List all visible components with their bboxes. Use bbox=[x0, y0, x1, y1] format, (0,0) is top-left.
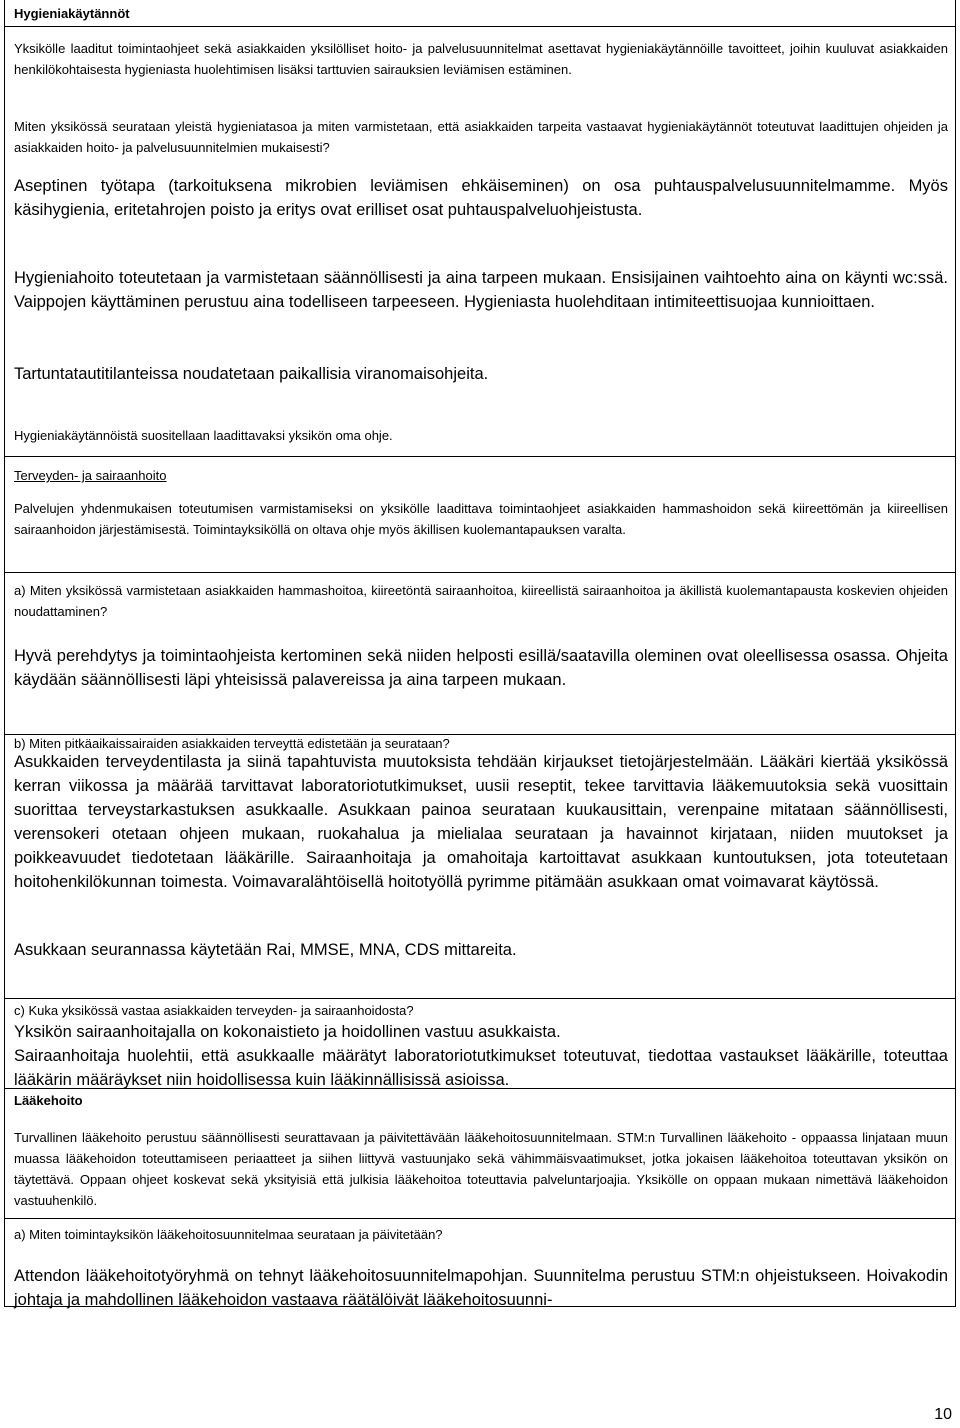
page-number: 10 bbox=[934, 1406, 952, 1423]
hygiene-answer-3: Tartuntatautitilanteissa noudatetaan paikallisia viranomaisohjeita. bbox=[14, 365, 489, 383]
medication-intro: Turvallinen lääkehoito perustuu säännöllisesti seurattavaan ja päivitettävään lääkehoitosuunnitelmaan. STM:n Turvallinen lääkehoito - oppaassa linjataan muun muassa lääkehoidon toteuttamiseen periaatteet ja siihen liittyvä vastuunjako sekä vähimmäisvaatimukset, jotka jokaisen lääkehoitoa toteuttavan yksikön on täytettävä. Oppaan ohjeet koskevat sekä yksityisiä että julkisia lääkehoitoa toteuttavia palveluntarjoajia. Yksikölle on oppaan mukaan nimettävä lääkehoidon vastuuhenkilö. bbox=[14, 1130, 948, 1208]
medication-question-a: a) Miten toimintayksikön lääkehoitosuunnitelmaa seurataan ja päivitetään? bbox=[14, 1227, 443, 1242]
hygiene-answer-1: Aseptinen työtapa (tarkoituksena mikrobien leviämisen ehkäiseminen) on osa puhtauspalvelusuunnitelmamme. Myös käsihygienia, eritetahrojen poisto ja eritys ovat erilliset osat puhtauspalveluohjeistusta. bbox=[14, 177, 948, 219]
hygiene-question: Miten yksikössä seurataan yleistä hygieniatasoa ja miten varmistetaan, että asiakkaiden tarpeita vastaavat hygieniakäytännöt toteutuvat laadittujen ohjeiden ja asiakkaiden hoito- ja palvelusuunnitelmien mukaisesti? bbox=[14, 119, 948, 155]
divider bbox=[4, 572, 956, 573]
divider bbox=[4, 456, 956, 457]
hygiene-intro: Yksikölle laaditut toimintaohjeet sekä asiakkaiden yksilölliset hoito- ja palvelusuunnitelmat asettavat hygieniakäytännöille tavoitteet, joihin kuuluvat asiakkaiden henkilökohtaisesta hygieniasta huolehtimisen lisäksi tarttuvien sairauksien leviämisen estäminen. bbox=[14, 41, 948, 77]
health-answer-a: Hyvä perehdytys ja toimintaohjeista kertominen sekä niiden helposti esillä/saatavilla oleminen ovat oleellisessa osassa. Ohjeita käydään säännöllisesti läpi yhteisissä palavereissa ja aina tarpeen mukaan. bbox=[14, 647, 948, 689]
medication-answer-a: Attendon lääkehoitotyöryhmä on tehnyt lääkehoitosuunnitelmapohjan. Suunnitelma perustuu STM:n ohjeistukseen. Hoivakodin johtaja ja mahdollinen lääkehoidon vastaava räätälöivät lääkehoitosuunni- bbox=[14, 1267, 948, 1309]
hygiene-heading: Hygieniakäytännöt bbox=[14, 6, 130, 21]
health-heading: Terveyden- ja sairaanhoito bbox=[14, 468, 167, 483]
hygiene-note: Hygieniakäytännöistä suositellaan laadittavaksi yksikön oma ohje. bbox=[14, 428, 393, 443]
health-answer-c1: Yksikön sairaanhoitajalla on kokonaistieto ja hoidollinen vastuu asukkaista. bbox=[14, 1023, 561, 1041]
divider bbox=[4, 1218, 956, 1219]
health-answer-b2: Asukkaan seurannassa käytetään Rai, MMSE, MNA, CDS mittareita. bbox=[14, 941, 517, 959]
health-question-a: a) Miten yksikössä varmistetaan asiakkaiden hammashoitoa, kiireetöntä sairaanhoitoa, kiireellistä sairaanhoitoa ja äkillistä kuolemantapausta koskevien ohjeiden noudattaminen? bbox=[14, 583, 948, 619]
health-question-b: b) Miten pitkäaikaissairaiden asiakkaiden terveyttä edistetään ja seurataan? bbox=[14, 736, 450, 751]
health-question-c: c) Kuka yksikössä vastaa asiakkaiden terveyden- ja sairaanhoidosta? bbox=[14, 1003, 414, 1018]
health-answer-b: Asukkaiden terveydentilasta ja siinä tapahtuvista muutoksista tehdään kirjaukset tietojärjestelmään. Lääkäri kiertää yksikössä kerran viikossa ja määrää tarvittavat laboratoriotutkimukset, uusii reseptit, tekee tarvittavia lääkemuutoksia sekä vuosittain suorittaa terveystarkastuksen asukkaalle. Asukkaan painoa seurataan kuukausittain, verenpaine mitataan säännöllisesti, verensokeri otetaan ohjeen mukaan, ruokahalua ja mielialaa seurataan ja havainnot kirjataan, niiden muutokset ja poikkeavuudet tiedotetaan lääkärille. Sairaanhoitaja ja omahoitaja kartoittavat asukkaan kuntoutuksen, jota toteutetaan hoitohenkilökunnan toimesta. Voimavaralähtöisellä hoitotyöllä pyrimme pitämään asukkaan omat voimavarat käytössä. bbox=[14, 753, 948, 891]
health-answer-c2: Sairaanhoitaja huolehtii, että asukkaalle määrätyt laboratoriotutkimukset toteutuvat, tiedottaa vastaukset lääkärille, toteuttaa lääkärin määräykset niin hoidollisessa kuin lääkinnällisissä asioissa. bbox=[14, 1047, 948, 1089]
divider bbox=[4, 1088, 956, 1089]
hygiene-answer-2: Hygieniahoito toteutetaan ja varmistetaan säännöllisesti ja aina tarpeen mukaan. Ensisijainen vaihtoehto aina on käynti wc:ssä. Vaippojen käyttäminen perustuu aina todelliseen tarpeeseen. Hygieniasta huolehditaan intimiteettisuojaa kunnioittaen. bbox=[14, 269, 948, 311]
divider bbox=[4, 998, 956, 999]
divider bbox=[4, 26, 956, 27]
medication-heading: Lääkehoito bbox=[14, 1093, 83, 1108]
health-intro: Palvelujen yhdenmukaisen toteutumisen varmistamiseksi on yksikölle laadittava toimintaohjeet asiakkaiden hammashoidon sekä kiireettömän ja kiireellisen sairaanhoidon järjestämisestä. Toimintayksiköllä on oltava ohje myös äkillisen kuolemantapauksen varalta. bbox=[14, 501, 948, 537]
